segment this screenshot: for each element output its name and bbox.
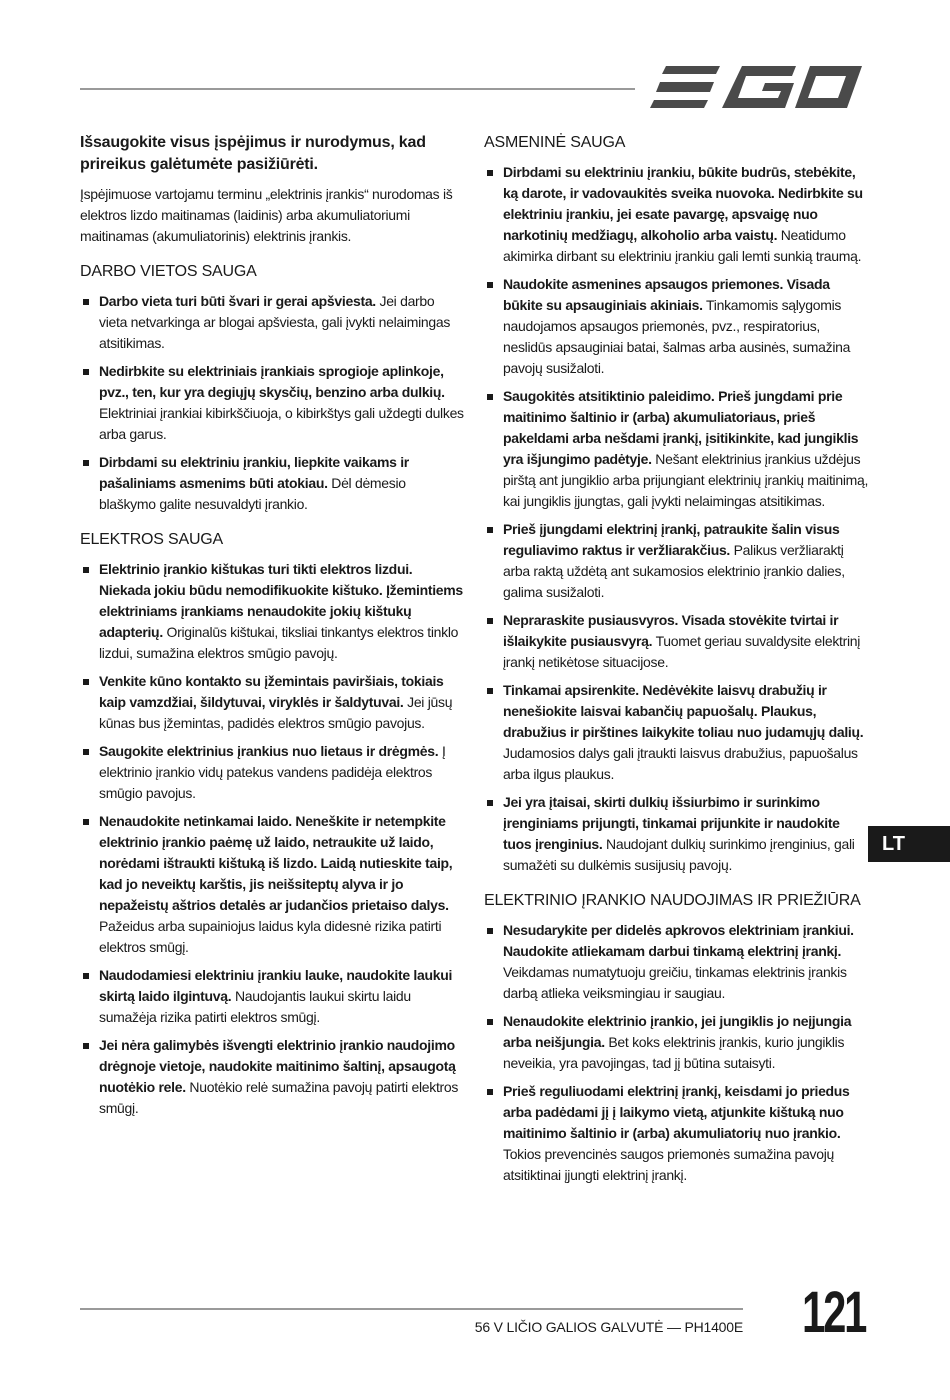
list-item: Naudokite asmenines apsaugos priemones. Visada būkite su apsauginiais akiniais. Tinkamomis sąlygomis naudojamos apsaugos priemonės, pvz., respiratorius, neslidūs apsauginiai batai, šalmas arba ausinės, sumažina pavojų susižaloti. [484, 274, 869, 379]
work-area-list [80, 291, 465, 515]
section-title-work-area: DARBO VIETOS SAUGA [80, 263, 257, 280]
section-title-personal-safety: ASMENINĖ SAUGA [484, 134, 626, 151]
list-item: Nenaudokite elektrinio įrankio, jei jungiklis jo neįjungia arba neišjungia. Bet koks elektrinis įrankis, kurio jungiklis neveikia, yra pavojingas, tad jį būtina sutaisyti. [484, 1011, 869, 1074]
footer-product: 56 V LIČIO GALIOS GALVUTĖ — PH1400E [474, 1319, 743, 1335]
footer-rule [80, 1308, 743, 1310]
list-item: Dirbdami su elektriniu įrankiu, būkite budrūs, stebėkite, ką darote, ir vadovaukitės sveika nuovoka. Nedirbkite su elektriniu įrankiu, jei esate pavargę, apsvaigę nuo narkotinių medžiagų, alkoholio arba vaistų. Neatidumo akimirka dirbant su elektriniu įrankiu gali lemti sunkią traumą. [484, 162, 869, 267]
electrical-list [80, 559, 465, 1119]
bullet-square-icon [83, 1043, 89, 1049]
bullet-square-icon [83, 819, 89, 825]
bullet-square-icon [83, 973, 89, 979]
bullet-square-icon [83, 460, 89, 466]
list-item: Nesudarykite per didelės apkrovos elektriniam įrankiui. Naudokite atliekamam darbui tinkamą elektrinį įrankį. Veikdamas numatytuoju greičiu, tinkamas elektrinis įrankis darbą atlieka veiksmingiau ir saugiau. [484, 920, 869, 1004]
intro-text: Įspėjimuose vartojamu terminu „elektrinis įrankis“ nurodomas iš elektros lizdo maitinamas (laidinis) arba akumuliatoriumi maitinamas (akumuliatorinis) elektrinis įrankis. [80, 186, 453, 244]
language-tab: LT [868, 826, 950, 862]
bullet-square-icon [487, 1089, 493, 1095]
tool-use-list [484, 920, 869, 1186]
bullet-square-icon [83, 749, 89, 755]
bullet-square-icon [83, 299, 89, 305]
page-number: 121 [802, 1280, 866, 1345]
bullet-square-icon [83, 369, 89, 375]
bullet-square-icon [487, 170, 493, 176]
intro-heading: Išsaugokite visus įspėjimus ir nurodymus, kad prireikus galėtumėte pasižiūrėti. [80, 134, 426, 173]
bullet-square-icon [83, 679, 89, 685]
bullet-square-icon [487, 928, 493, 934]
list-item: Saugokitės atsitiktinio paleidimo. Prieš jungdami prie maitinimo šaltinio ir (arba) akumuliatoriaus, prieš pakeldami arba nešdami įrankį, įsitikinkite, kad jungiklis yra išjungimo padėtyje. Nešant elektrinius įrankius uždėjus pirštą ant jungiklio arba prijungiant elektrinių įrankių maitinimą, kai jungiklis įjungtas, gali įvykti nelaimingas atsitikimas. [484, 386, 869, 512]
list-item: Nepraraskite pusiausvyros. Visada stovėkite tvirtai ir išlaikykite pusiausvyrą. Tuomet geriau suvaldysite elektrinį įrankį netikėtose situacijose. [484, 610, 869, 673]
list-item: Jei nėra galimybės išvengti elektrinio įrankio naudojimo drėgnoje vietoje, naudokite maitinimo šaltinį, apsaugotą nuotėkio rele. Nuotėkio relė sumažina pavojų patirti elektros smūgį. [80, 1035, 465, 1119]
right-column [484, 132, 869, 1193]
left-column [80, 132, 465, 1126]
list-item: Tinkamai apsirenkite. Nedėvėkite laisvų drabužių ir nenešiokite laisvai kabančių papuošalų. Plaukus, drabužius ir pirštines laikykite toliau nuo judamųjų dalių. Judamosios dalys gali įtraukti laisvus drabužius, papuošalus arba ilgus plaukus. [484, 680, 869, 785]
list-item: Prieš reguliuodami elektrinį įrankį, keisdami jo priedus arba padėdami jį į laikymo vietą, atjunkite kištuką nuo maitinimo šaltinio ir (arba) akumuliatorių nuo įrankio. Tokios prevencinės saugos priemonės sumažina pavojų atsitiktinai įjungti elektrinį įrankį. [484, 1081, 869, 1186]
personal-safety-list [484, 162, 869, 876]
list-item: Jei yra įtaisai, skirti dulkių išsiurbimo ir surinkimo įrenginiams prijungti, tinkamai prijunkite ir naudokite tuos įrenginius. Naudojant dulkių surinkimo įrenginius, gali sumažėti su dulkėmis susijusių pavojų. [484, 792, 869, 876]
list-item: Elektrinio įrankio kištukas turi tikti elektros lizdui. Niekada jokiu būdu nemodifikuokite kištuko. Įžemintiems elektriniams įrankiams nenaudokite jokių kištukų adapterių. Originalūs kištukai, tiksliai tinkantys elektros tinklo lizdui, sumažina elektros smūgio pavojų. [80, 559, 465, 664]
bullet-square-icon [487, 527, 493, 533]
list-item: Venkite kūno kontakto su įžemintais paviršiais, tokiais kaip vamzdžiai, šildytuvai, viryklės ir šaldytuvai. Jei jūsų kūnas bus įžemintas, padidės elektros smūgio pavojus. [80, 671, 465, 734]
bullet-square-icon [487, 1019, 493, 1025]
list-item: Nenaudokite netinkamai laido. Neneškite ir netempkite elektrinio įrankio paėmę už laido, netraukite už laido, norėdami ištraukti kištuką iš lizdo. Laidą nutieskite taip, kad jo neveiktų karštis, jis neišsiteptų alyva ir jo nepažeistų aštrios detalės ar judančios prietaiso dalys. Pažeidus arba supainiojus laidus kyla didesnė rizika patirti elektros smūgį. [80, 811, 465, 958]
bullet-square-icon [487, 282, 493, 288]
list-item: Naudodamiesi elektriniu įrankiu lauke, naudokite laukui skirtą laido ilgintuvą. Naudojantis laukui skirtu laidu sumažėja rizika patirti elektros smūgį. [80, 965, 465, 1028]
list-item: Prieš įjungdami elektrinį įrankį, patraukite šalin visus reguliavimo raktus ir veržliarakčius. Palikus veržliaraktį arba raktą uždėtą ant sukamosios elektrinio įrankio dalies, galima susižaloti. [484, 519, 869, 603]
section-title-tool-use: ELEKTRINIO ĮRANKIO NAUDOJIMAS IR PRIEŽIŪRA [484, 892, 861, 909]
ego-logo [650, 62, 862, 114]
header-rule [80, 88, 635, 90]
list-item: Dirbdami su elektriniu įrankiu, liepkite vaikams ir pašaliniams asmenims būti atokiau. Dėl dėmesio blaškymo galite nesuvaldyti įrankio. [80, 452, 465, 515]
list-item: Saugokite elektrinius įrankius nuo lietaus ir drėgmės. Į elektrinio įrankio vidų patekus vandens padidėja elektros smūgio pavojus. [80, 741, 465, 804]
bullet-square-icon [83, 567, 89, 573]
bullet-square-icon [487, 688, 493, 694]
list-item: Darbo vieta turi būti švari ir gerai apšviesta. Jei darbo vieta netvarkinga ar blogai apšviesta, gali įvykti nelaimingas atsitikimas. [80, 291, 465, 354]
section-title-electrical: ELEKTROS SAUGA [80, 531, 224, 548]
bullet-square-icon [487, 394, 493, 400]
list-item: Nedirbkite su elektriniais įrankiais sprogioje aplinkoje, pvz., ten, kur yra degiųjų skysčių, benzino arba dulkių. Elektriniai įrankiai kibirkščiuoja, o kibirkštys gali uždegti dulkes arba garus. [80, 361, 465, 445]
bullet-square-icon [487, 800, 493, 806]
bullet-square-icon [487, 618, 493, 624]
